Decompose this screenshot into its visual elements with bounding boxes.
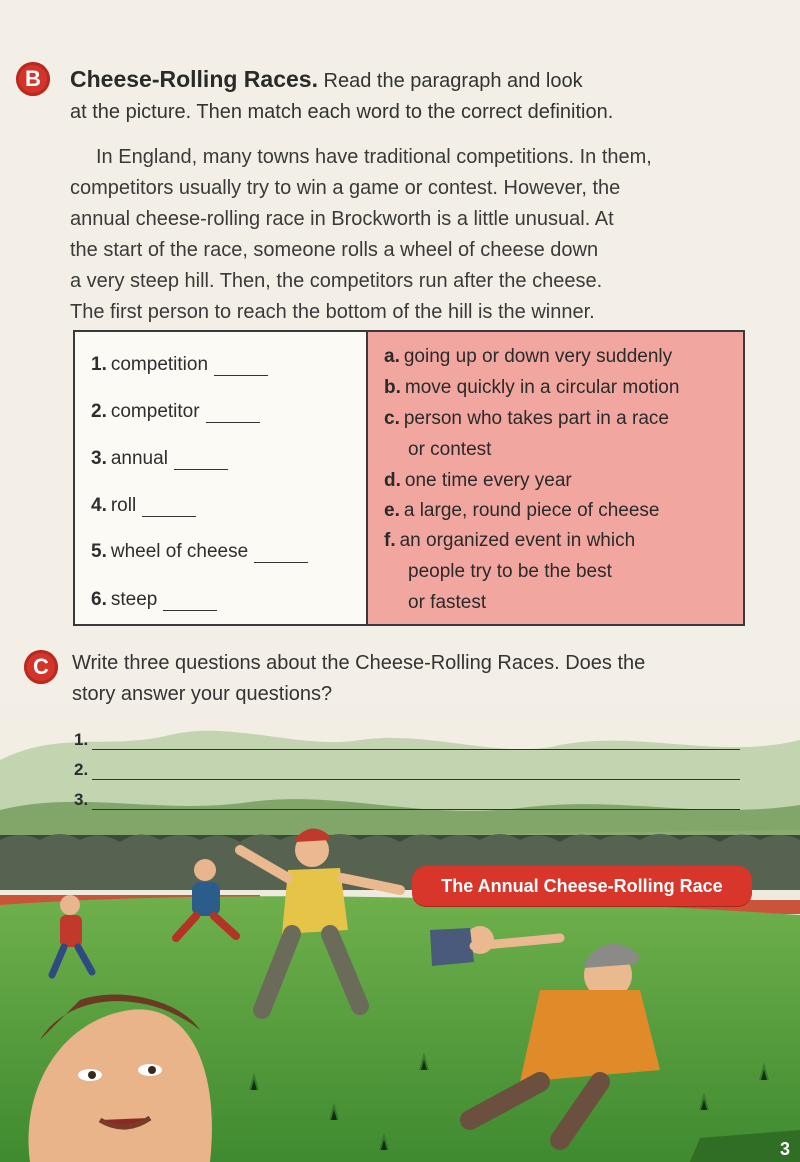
answer-rule[interactable]: [92, 735, 740, 750]
answer-line-1[interactable]: [74, 730, 740, 750]
section-b-instructions: [70, 64, 770, 128]
section-c-badge: C: [24, 650, 58, 684]
definition-letter: c.: [384, 408, 400, 429]
word-number: 5.: [91, 541, 107, 562]
definition-letter: e.: [384, 500, 400, 521]
answer-number: 1.: [74, 730, 89, 749]
word-text: annual: [110, 448, 168, 469]
definition-text: or contest: [408, 439, 492, 460]
answer-number: 2.: [74, 760, 89, 779]
answer-line-2[interactable]: [74, 760, 740, 780]
paragraph-line: The first person to reach the bottom of the hill is the winner.: [70, 301, 595, 323]
definition-text: one time every year: [404, 470, 572, 491]
word-text: roll: [110, 495, 137, 516]
word-item: [91, 589, 217, 611]
matching-table: [73, 330, 745, 626]
illustration-caption: The Annual Cheese-Rolling Race: [412, 866, 752, 906]
words-column: [75, 332, 368, 624]
answer-blank[interactable]: [174, 453, 228, 470]
definition-text: an organized event in which: [399, 530, 636, 551]
definition-a: [384, 346, 672, 368]
word-item: [91, 401, 260, 423]
definition-text: person who takes part in a race: [403, 408, 669, 429]
word-item: [91, 495, 196, 517]
paragraph-line: a very steep hill. Then, the competitors run after the cheese.: [70, 270, 603, 292]
definition-c-continued: [408, 439, 491, 461]
page-number: 3: [779, 1139, 790, 1159]
answer-blank[interactable]: [254, 546, 308, 563]
word-text: competition: [110, 354, 209, 375]
answer-rule[interactable]: [92, 765, 740, 780]
answer-blank[interactable]: [214, 359, 268, 376]
definition-c: [384, 408, 669, 430]
word-text: wheel of cheese: [110, 541, 249, 562]
reading-paragraph: [70, 142, 710, 328]
definition-letter: b.: [384, 377, 401, 398]
definition-text: move quickly in a circular motion: [404, 377, 680, 398]
word-number: 3.: [91, 448, 107, 469]
instruction-line-1: Write three questions about the Cheese-Rolling Races. Does the: [72, 652, 646, 674]
instruction-line-1: Read the paragraph and look: [317, 70, 583, 92]
word-item: [91, 448, 228, 470]
word-text: steep: [110, 589, 158, 610]
paragraph-line: annual cheese-rolling race in Brockworth is a little unusual. At: [70, 208, 614, 230]
answer-number: 3.: [74, 790, 89, 809]
paragraph-line: In England, many towns have traditional competitions. In them,: [96, 146, 652, 168]
definition-letter: f.: [384, 530, 396, 551]
definition-text: a large, round piece of cheese: [403, 500, 660, 521]
word-text: competitor: [110, 401, 200, 422]
definition-letter: d.: [384, 470, 401, 491]
definition-letter: a.: [384, 346, 400, 367]
definition-d: [384, 470, 572, 492]
definition-text: or fastest: [408, 592, 487, 613]
word-number: 1.: [91, 354, 107, 375]
word-item: [91, 354, 268, 376]
definition-f: [384, 530, 635, 552]
instruction-line-2: story answer your questions?: [72, 683, 333, 705]
definition-e: [384, 500, 659, 522]
section-b-title: Cheese-Rolling Races.: [70, 66, 318, 92]
definition-b: [384, 377, 679, 399]
instruction-line-2: at the picture. Then match each word to the correct definition.: [70, 101, 614, 123]
definition-f-continued: [408, 561, 612, 583]
answer-rule[interactable]: [92, 795, 740, 810]
paragraph-line: competitors usually try to win a game or contest. However, the: [70, 177, 621, 199]
answer-line-3[interactable]: [74, 790, 740, 810]
answer-blank[interactable]: [163, 594, 217, 611]
definitions-column: [368, 332, 743, 624]
definition-f-continued: [408, 592, 486, 614]
paragraph-line: the start of the race, someone rolls a wheel of cheese down: [70, 239, 599, 261]
word-number: 2.: [91, 401, 107, 422]
word-number: 6.: [91, 589, 107, 610]
answer-blank[interactable]: [206, 406, 260, 423]
definition-text: people try to be the best: [408, 561, 612, 582]
section-b-badge: B: [16, 62, 50, 96]
word-number: 4.: [91, 495, 107, 516]
word-item: [91, 541, 308, 563]
definition-text: going up or down very suddenly: [403, 346, 673, 367]
section-c-instructions: [72, 648, 752, 710]
answer-blank[interactable]: [142, 500, 196, 517]
